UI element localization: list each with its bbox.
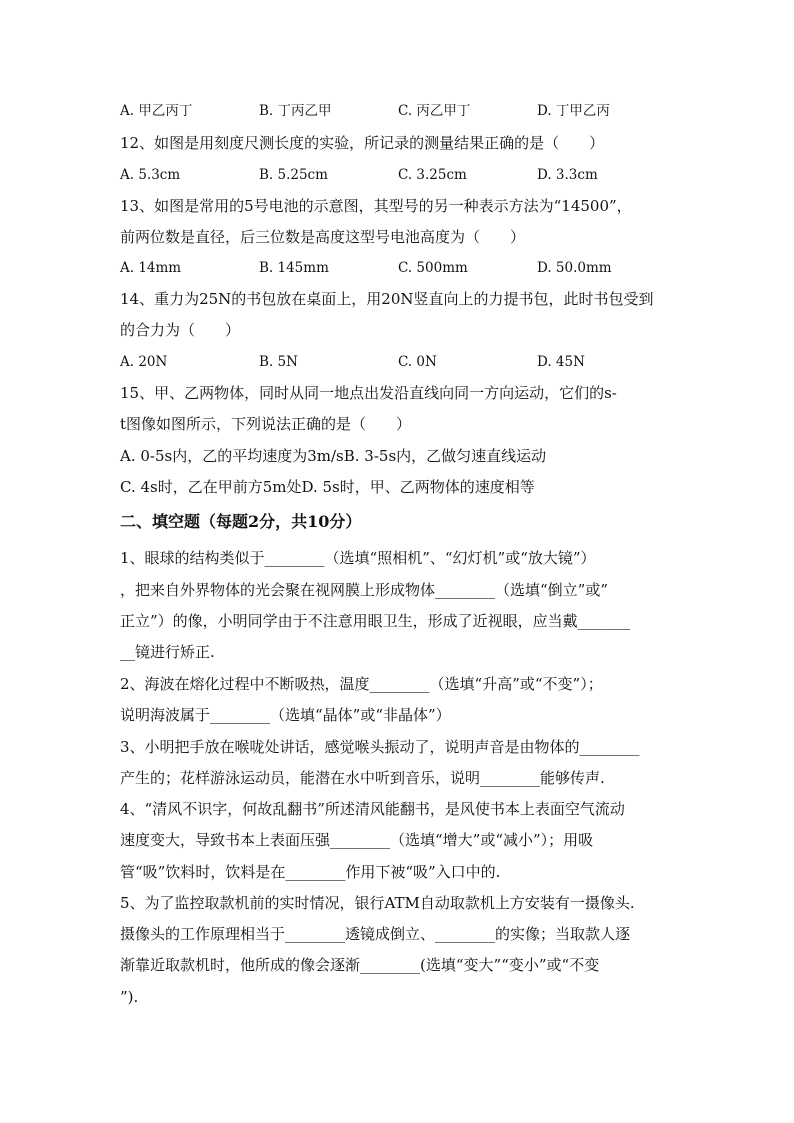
q12-option-a: A. 5.3cm (120, 167, 181, 183)
q13-option-d: D. 50.0mm (537, 260, 612, 276)
q11-option-b: B. 丁丙乙甲 (259, 103, 332, 119)
q11-option-d: D. 丁甲乙丙 (537, 103, 610, 119)
fill-q3-line-1: 3、小明把手放在喉咙处讲话，感觉喉头振动了，说明声音是由物体的________ (120, 738, 640, 756)
q12-options (120, 165, 690, 185)
fill-q4-line-2: 速度变大，导致书本上表面压强________（选填“增大”或“减小”）；用吸 (120, 831, 594, 849)
q14-option-c: C. 0N (398, 354, 437, 370)
q15-stem-line-1: 15、甲、乙两物体，同时从同一地点出发沿直线向同一方向运动，它们的s- (120, 384, 617, 402)
q14-option-a: A. 20N (120, 354, 168, 370)
fill-q2-line-1: 2、海波在熔化过程中不断吸热，温度________（选填“升高”或“不变”）； (120, 675, 603, 693)
fill-q5-line-2: 摄像头的工作原理相当于________透镜成倒立、________的实像；当取款人逐 (120, 925, 631, 943)
fill-q1-line-3: 正立”）的像，小明同学由于不注意用眼卫生，形成了近视眼，应当戴_______ (120, 612, 631, 630)
fill-q1-line-4: __镜进行矫正. (120, 643, 215, 661)
fill-q1-line-2: ，把来自外界物体的光会聚在视网膜上形成物体________（选填“倒立”或” (120, 581, 609, 599)
q15-option-line-2: C. 4s时，乙在甲前方5m处D. 5s时，甲、乙两物体的速度相等 (120, 478, 535, 496)
fill-q4-line-3: 管“吸”饮料时，饮料是在________作用下被“吸”入口中的. (120, 863, 501, 881)
q13-option-c: C. 500mm (398, 260, 468, 276)
q13-stem-line-1: 13、如图是常用的5号电池的示意图，其型号的另一种表示方法为“14500”， (120, 197, 632, 215)
fill-q4-line-1: 4、“清风不识字，何故乱翻书”所述清风能翻书，是风使书本上表面空气流动 (120, 800, 625, 818)
q14-option-b: B. 5N (259, 354, 298, 370)
q12-option-d: D. 3.3cm (537, 167, 598, 183)
q14-option-d: D. 45N (537, 354, 585, 370)
q15-stem-line-2: t图像如图所示，下列说法正确的是（ ） (120, 415, 412, 433)
fill-q5-line-1: 5、为了监控取款机前的实时情况，银行ATM自动取款机上方安装有一摄像头. (120, 894, 635, 912)
section-heading: 二、填空题（每题2分，共10分） (120, 512, 362, 531)
q15-option-line-1: A. 0-5s内，乙的平均速度为3m/sB. 3-5s内，乙做匀速直线运动 (120, 447, 547, 465)
q11-options (120, 101, 690, 121)
fill-q1-line-1: 1、眼球的结构类似于________（选填“照相机”、“幻灯机”或“放大镜”） (120, 549, 596, 567)
q12-stem: 12、如图是用刻度尺测长度的实验，所记录的测量结果正确的是（ ） (120, 134, 605, 152)
fill-q5-line-3: 渐靠近取款机时，他所成的像会逐渐________(选填“变大”“变小”或“不变 (120, 956, 600, 974)
q13-option-b: B. 145mm (259, 260, 329, 276)
q11-option-a: A. 甲乙丙丁 (120, 103, 193, 119)
q13-stem-line-2: 前两位数是直径，后三位数是高度这型号电池高度为（ ） (120, 228, 526, 246)
fill-q3-line-2: 产生的；花样游泳运动员，能潜在水中听到音乐，说明________能够传声. (120, 769, 605, 787)
q14-stem-line-2: 的合力为（ ） (120, 321, 241, 339)
q14-stem-line-1: 14、重力为25N的书包放在桌面上，用20N竖直向上的力提书包，此时书包受到 (120, 290, 654, 308)
fill-q5-line-4: ”). (120, 988, 139, 1006)
q13-options (120, 258, 690, 278)
q12-option-b: B. 5.25cm (259, 167, 328, 183)
q11-option-c: C. 丙乙甲丁 (398, 103, 471, 119)
fill-q2-line-2: 说明海波属于________（选填“晶体”或“非晶体”） (120, 706, 451, 724)
q14-options (120, 352, 690, 372)
q13-option-a: A. 14mm (120, 260, 182, 276)
q12-option-c: C. 3.25cm (398, 167, 467, 183)
